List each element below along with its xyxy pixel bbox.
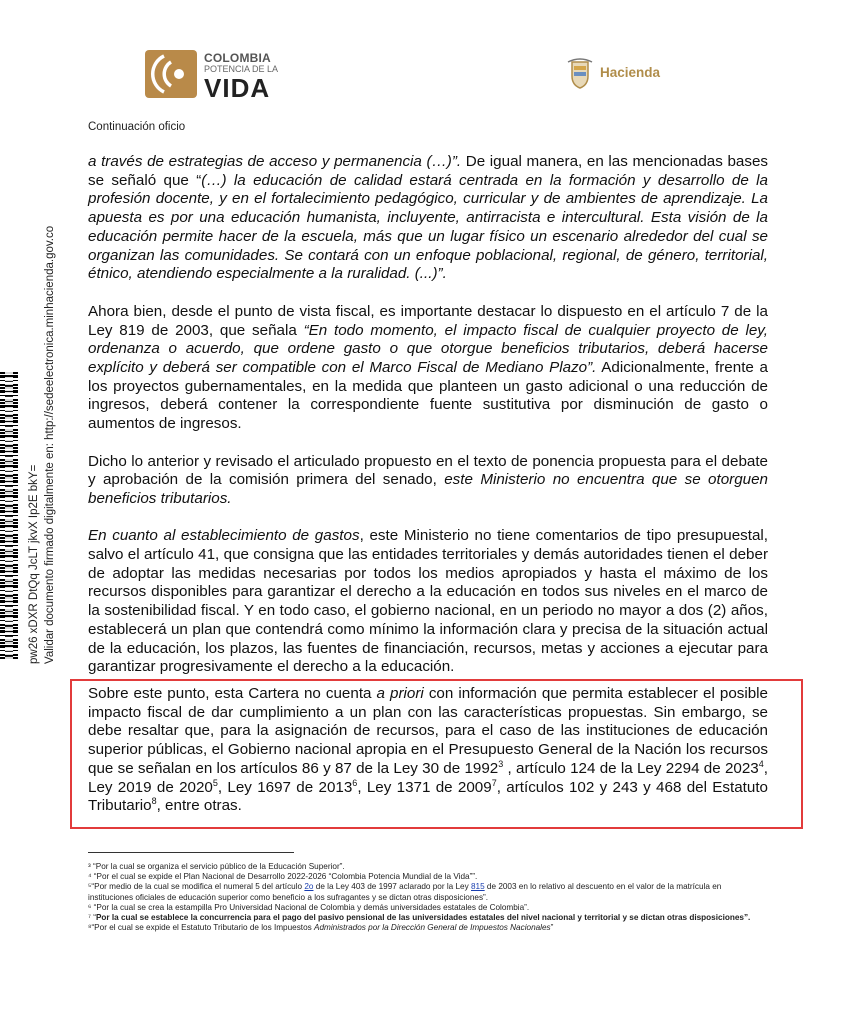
logo-line-potencia: POTENCIA DE LA — [204, 64, 279, 74]
footnote-7: ⁷ “Por la cual se establece la concurrencia para el pago del pasivo pensional de las universidades estatales del nivel nacional y territorial y se dictan otras disposiciones”. — [88, 913, 751, 923]
paragraph-4: En cuanto al establecimiento de gastos, este Ministerio no tiene comentarios de tipo presupuestal, salvo el artículo 41, que consigna que las entidades territoriales y demás autoridades tienen el deber de adoptar las medidas necesarias por todos los medios apropiados y hasta el máximo de los recursos disponibles para garantizar el derecho a la educación en todos sus niveles en el marco de la sostenibilidad fiscal. Y en todo caso, el gobierno nacional, en un periodo no mayor a dos (2) años, establecerá un plan que contendrá como mínimo la información clara y precisa de la situación actual de la educación, los plazos, las fuentes de financiación, recursos, metas y acciones a ejecutar para garantizar progresivamente el derecho a la educación. — [88, 527, 769, 676]
barcode-overlay — [5, 372, 13, 660]
footnote-5: ⁵“Por medio de la cual se modifica el numeral 5 del artículo 2o de la Ley 403 de 1997 aclarado por la Ley 815 de 2003 en lo relativo al descuento en el valor de la matrícula en instituciones oficiales de educación superior como beneficio a los sufragantes y se dictan otras disposiciones”. — [88, 882, 722, 902]
paragraph-1: a través de estrategias de acceso y permanencia (…)”. De igual manera, en las mencionadas bases se señaló que “(…) la educación de calidad estará centrada en la formación y desarrollo de la profesión docente, y en el fortalecimiento pedagógico, curricular y de ambientes de aprendizaje. La apuesta es por una educación humanista, incluyente, antirracista e intercultural. Esta visión de la educación permite hacer de la escuela, más que un lugar físico un escenario alrededor del cual se organizan las comunidades. Se contará con un enfoque poblacional, regional, de género, territorial, étnico, atendiendo especialmente a la ruralidad. (...)”. — [88, 153, 768, 283]
hacienda-label: Hacienda — [600, 65, 661, 80]
continuation-label: Continuación oficio — [88, 121, 186, 133]
paragraph-5: Sobre este punto, esta Cartera no cuenta a priori con información que permita establecer el posible impacto fiscal de dar cumplimiento a un plan con las características propuestas. Sin embargo, se debe resaltar que, para la asignación de recursos, para el caso de las instituciones de educación superior públicas, el Gobierno nacional apropia en el Presupuesto General de la Nación los recursos que se señalan en los artículos 86 y 87 de la Ley 30 de 1992$^3$ , artículo 124 de la Ley 2294 de 2023$^4$, Ley 2019 de 2020$^5$, Ley 1697 de 2013$^6$, Ley 1371 de 2009$^7$, artículos 102 y 243 y 468 del Estatuto Tributario$^8$, entre otras. — [88, 685, 768, 815]
verification-text — [26, 226, 58, 664]
colombia-potencia-vida-logo — [145, 50, 285, 102]
footnote-6: ⁶ “Por la cual se crea la estampilla Pro Universidad Nacional de Colombia y demás universidades estatales de Colombia”. — [88, 902, 530, 912]
footnote-divider — [88, 852, 294, 853]
footnote-4: ⁴ “Por el cual se expide el Plan Nacional de Desarrollo 2022-2026 “Colombia Potencia Mundial de la Vida””. — [88, 872, 478, 882]
paragraph-2: Ahora bien, desde el punto de vista fiscal, es importante destacar lo dispuesto en el artículo 7 de la Ley 819 de 2003, que señala “En todo momento, el impacto fiscal de cualquier proyecto de ley, ordenanza o acuerdo, que ordene gasto o que otorgue beneficios tributarios, deberá hacerse explícito y deberá ser compatible con el Marco Fiscal de Mediano Plazo”. Adicionalmente, frente a los proyectos gubernamentales, en la medida que planteen un gasto adicional o una reducción de ingresos, deberá contener la correspondiente fuente sustitutiva por disminución de gasto o aumentos de ingresos. — [88, 302, 769, 433]
footnote-8: ⁸“Por el cual se expide el Estatuto Tributario de los Impuestos Administrados por la Dirección General de Impuestos Nacionales” — [88, 923, 554, 933]
verification-url: Validar documento firmado digitalmente en: http://sedeelectronica.minhacienda.gov.co — [44, 225, 56, 664]
colombia-logo-mark-icon — [145, 50, 197, 98]
footnote-link-815[interactable]: 815 — [470, 882, 485, 892]
logo-line-vida: VIDA — [204, 73, 271, 103]
footnote-3: ³ “Por la cual se organiza el servicio público de la Educación Superior”. — [88, 862, 345, 871]
coat-of-arms-icon — [566, 58, 594, 90]
logo-line-colombia: COLOMBIA — [204, 51, 271, 65]
verification-code: pw26 xDXR DtQq JcLT jkvX Ip2E bkY= — [28, 464, 40, 664]
footnotes — [88, 862, 768, 933]
paragraph-3: Dicho lo anterior y revisado el articulado propuesto en el texto de ponencia propuesta para el debate y aprobación de la comisión primera del senado, este Ministerio no encuentra que se otorguen beneficios tributarios. — [88, 452, 768, 507]
footnote-link-2o[interactable]: 2o — [304, 882, 314, 892]
document-body — [88, 153, 768, 696]
